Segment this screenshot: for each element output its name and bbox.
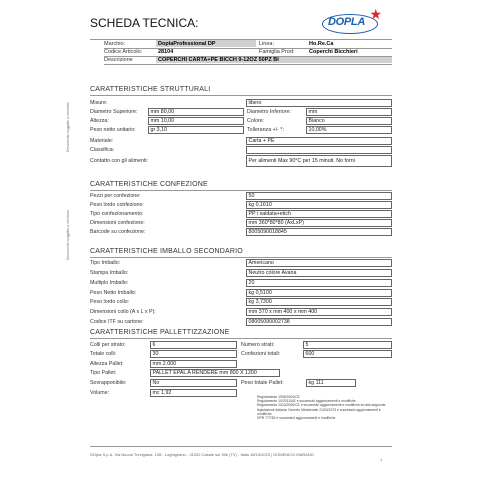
regulation-line: DPR 777/82 e successivi aggiornamenti e modifiche bbox=[257, 416, 336, 421]
brand-value: DoplaProfessional DP bbox=[158, 41, 216, 47]
box-type-value: Americano bbox=[246, 259, 392, 267]
section-title-structural: CARATTERISTICHE STRUTTURALI bbox=[90, 86, 211, 93]
header-row-rule-2 bbox=[104, 56, 392, 57]
box-type-label: Tipo Imballo: bbox=[90, 260, 121, 266]
box-multiple-value: 20 bbox=[246, 279, 392, 287]
palletization-rule bbox=[90, 338, 392, 339]
bottom-diameter-value: mm bbox=[306, 108, 392, 116]
box-multiple-label: Multiplo Imballo: bbox=[90, 280, 129, 286]
brand-label: Marchio: bbox=[104, 41, 126, 47]
cases-per-layer-value: 6 bbox=[150, 341, 237, 349]
food-contact-label: Contatto con gli alimenti: bbox=[90, 158, 149, 164]
material-value: Carta + PE bbox=[246, 137, 392, 145]
regulation-line: Regolamento 10/2011/UE e successivi aggiornamenti e modifiche bbox=[257, 399, 356, 404]
pallet-total-weight-label: Peso totale Pallet: bbox=[241, 380, 284, 386]
header-row-rule-1 bbox=[104, 48, 392, 49]
description-label: Descrizione bbox=[104, 57, 133, 63]
volume-label: Volume: bbox=[90, 390, 110, 396]
pieces-per-package-label: Pezzi per confezione: bbox=[90, 193, 141, 199]
family-value: Coperchi Bicchieri bbox=[309, 49, 358, 55]
total-packages-label: Confezioni totali: bbox=[241, 351, 281, 357]
regulation-line: Regolamento 1935/2004/CE bbox=[257, 395, 300, 399]
structural-rule bbox=[90, 95, 392, 96]
classification-label: Classifica: bbox=[90, 147, 115, 153]
packaging-type-value: PP i saldata+etich bbox=[246, 210, 392, 218]
line-value: Ho.Re.Ca bbox=[309, 41, 334, 47]
regulations-block bbox=[257, 395, 392, 420]
package-barcode-value: 8005090018845 bbox=[246, 228, 392, 236]
package-rule bbox=[90, 190, 392, 191]
net-weight-value: gr 3,10 bbox=[148, 126, 244, 134]
layers-value: 5 bbox=[303, 341, 392, 349]
article-code-label: Codice Articolo: bbox=[104, 49, 143, 55]
measures-value: libero bbox=[246, 99, 392, 107]
header-table bbox=[104, 40, 392, 64]
brand-logo bbox=[322, 6, 382, 36]
itf-code-label: Codice ITF su cartone: bbox=[90, 319, 144, 325]
net-weight-label: Peso netto unitario: bbox=[90, 127, 136, 133]
total-cases-label: Totale colli: bbox=[90, 351, 117, 357]
volume-value: mc 1,92 bbox=[150, 389, 237, 397]
footer-text: DOpla S.p.A. Via Nuova Trevigiana, 138 - Loghignano - 31032 Casale sul Sile (TV) - Italia 18/10/2023 | DOMENICO MARANO bbox=[90, 452, 314, 457]
stackable-label: Sovrapponibile: bbox=[90, 380, 127, 386]
box-net-weight-value: kg 0,5100 bbox=[246, 289, 392, 297]
package-gross-weight-value: kg 0,1610 bbox=[246, 201, 392, 209]
height-label: Altezza: bbox=[90, 118, 109, 124]
regulation-line: legislazione italiana: Decreto Ministeriale 21/03/1973 e successivi aggiornamenti e modifiche bbox=[257, 407, 381, 416]
top-diameter-label: Diametro Superiore: bbox=[90, 109, 138, 115]
star-icon: ★ bbox=[369, 6, 382, 22]
box-dimensions-value: mm 370 x mm 400 x mm 400 bbox=[246, 308, 392, 316]
color-value: Bianco bbox=[306, 117, 392, 125]
material-label: Materiale: bbox=[90, 138, 114, 144]
footer-rule bbox=[90, 446, 392, 447]
pallet-height-label: Altezza Pallet: bbox=[90, 361, 124, 367]
cases-per-layer-label: Colli per strato: bbox=[90, 342, 126, 348]
top-diameter-value: mm 80,00 bbox=[148, 108, 244, 116]
description-value: COPERCHI CARTA+PE BICCH 9-12OZ 50PZ BI bbox=[158, 57, 279, 63]
pallet-type-value: PALLET EPAL A RENDERE mm 800 X 1200 bbox=[150, 369, 280, 377]
line-label: Linea: bbox=[259, 41, 274, 47]
layers-label: Numero strati: bbox=[241, 342, 275, 348]
bottom-diameter-label: Diametro Inferiore: bbox=[247, 109, 291, 115]
package-dimensions-value: mm 360*80*80 (AxLxP) bbox=[246, 219, 392, 227]
classification-value bbox=[246, 146, 392, 154]
tolerance-label: Tolleranza +/- *: bbox=[247, 127, 284, 133]
regulation-line: Regolamento 2023/2006/CE e successivi aggiornamenti e modifiche ed alla seguente bbox=[257, 403, 386, 408]
total-packages-value: 600 bbox=[303, 350, 392, 358]
tolerance-value: 10,00% bbox=[306, 126, 392, 134]
box-print-value: Neutro colore Avana bbox=[246, 269, 392, 277]
box-gross-weight-value: kg 3,7300 bbox=[246, 298, 392, 306]
itf-code-value: 08005090002738 bbox=[246, 318, 392, 326]
package-dimensions-label: Dimensioni confezione: bbox=[90, 220, 145, 226]
measures-label: Misure: bbox=[90, 100, 108, 106]
side-revision-note-2: Documento soggetto a revisione bbox=[66, 209, 70, 260]
pallet-height-value: mm 2.000 bbox=[150, 360, 237, 368]
color-label: Colore: bbox=[247, 118, 265, 124]
box-dimensions-label: Dimensioni collo (A x L x P): bbox=[90, 309, 156, 315]
section-title-secondary-packaging: CARATTERISTICHE IMBALLO SECONDARIO bbox=[90, 248, 243, 255]
section-title-package: CARATTERISTICHE CONFEZIONE bbox=[90, 181, 208, 188]
stackable-value: No bbox=[150, 379, 237, 387]
package-barcode-label: Barcode su confezione: bbox=[90, 229, 146, 235]
section-title-palletization: CARATTERISTICHE PALLETTIZZAZIONE bbox=[90, 329, 230, 336]
food-contact-value: Per alimenti Max 90°C per 15 minuti. No forni bbox=[246, 155, 392, 167]
secondary-packaging-rule bbox=[90, 257, 392, 258]
box-gross-weight-label: Peso lordo collo: bbox=[90, 299, 130, 305]
pallet-type-label: Tipo Pallet: bbox=[90, 370, 117, 376]
family-label: Famiglia Prod: bbox=[259, 49, 295, 55]
height-value: mm 10,00 bbox=[148, 117, 244, 125]
pieces-per-package-value: 50 bbox=[246, 192, 392, 200]
total-cases-value: 30 bbox=[150, 350, 237, 358]
logo-text: DOPLA bbox=[328, 16, 366, 28]
header-row-rule-3 bbox=[104, 64, 392, 65]
page-number: 1 bbox=[380, 457, 383, 462]
pallet-total-weight-value: kg 111 bbox=[306, 379, 356, 387]
package-gross-weight-label: Peso lordo confezione: bbox=[90, 202, 144, 208]
packaging-type-label: Tipo confezionamento: bbox=[90, 211, 144, 217]
page-title: SCHEDA TECNICA: bbox=[90, 16, 199, 30]
side-revision-note: Documento soggetto a revisione bbox=[66, 101, 70, 152]
box-print-label: Stampa Imballo: bbox=[90, 270, 129, 276]
box-net-weight-label: Peso Netto Imballo: bbox=[90, 290, 137, 296]
article-code-value: 28104 bbox=[158, 49, 174, 55]
